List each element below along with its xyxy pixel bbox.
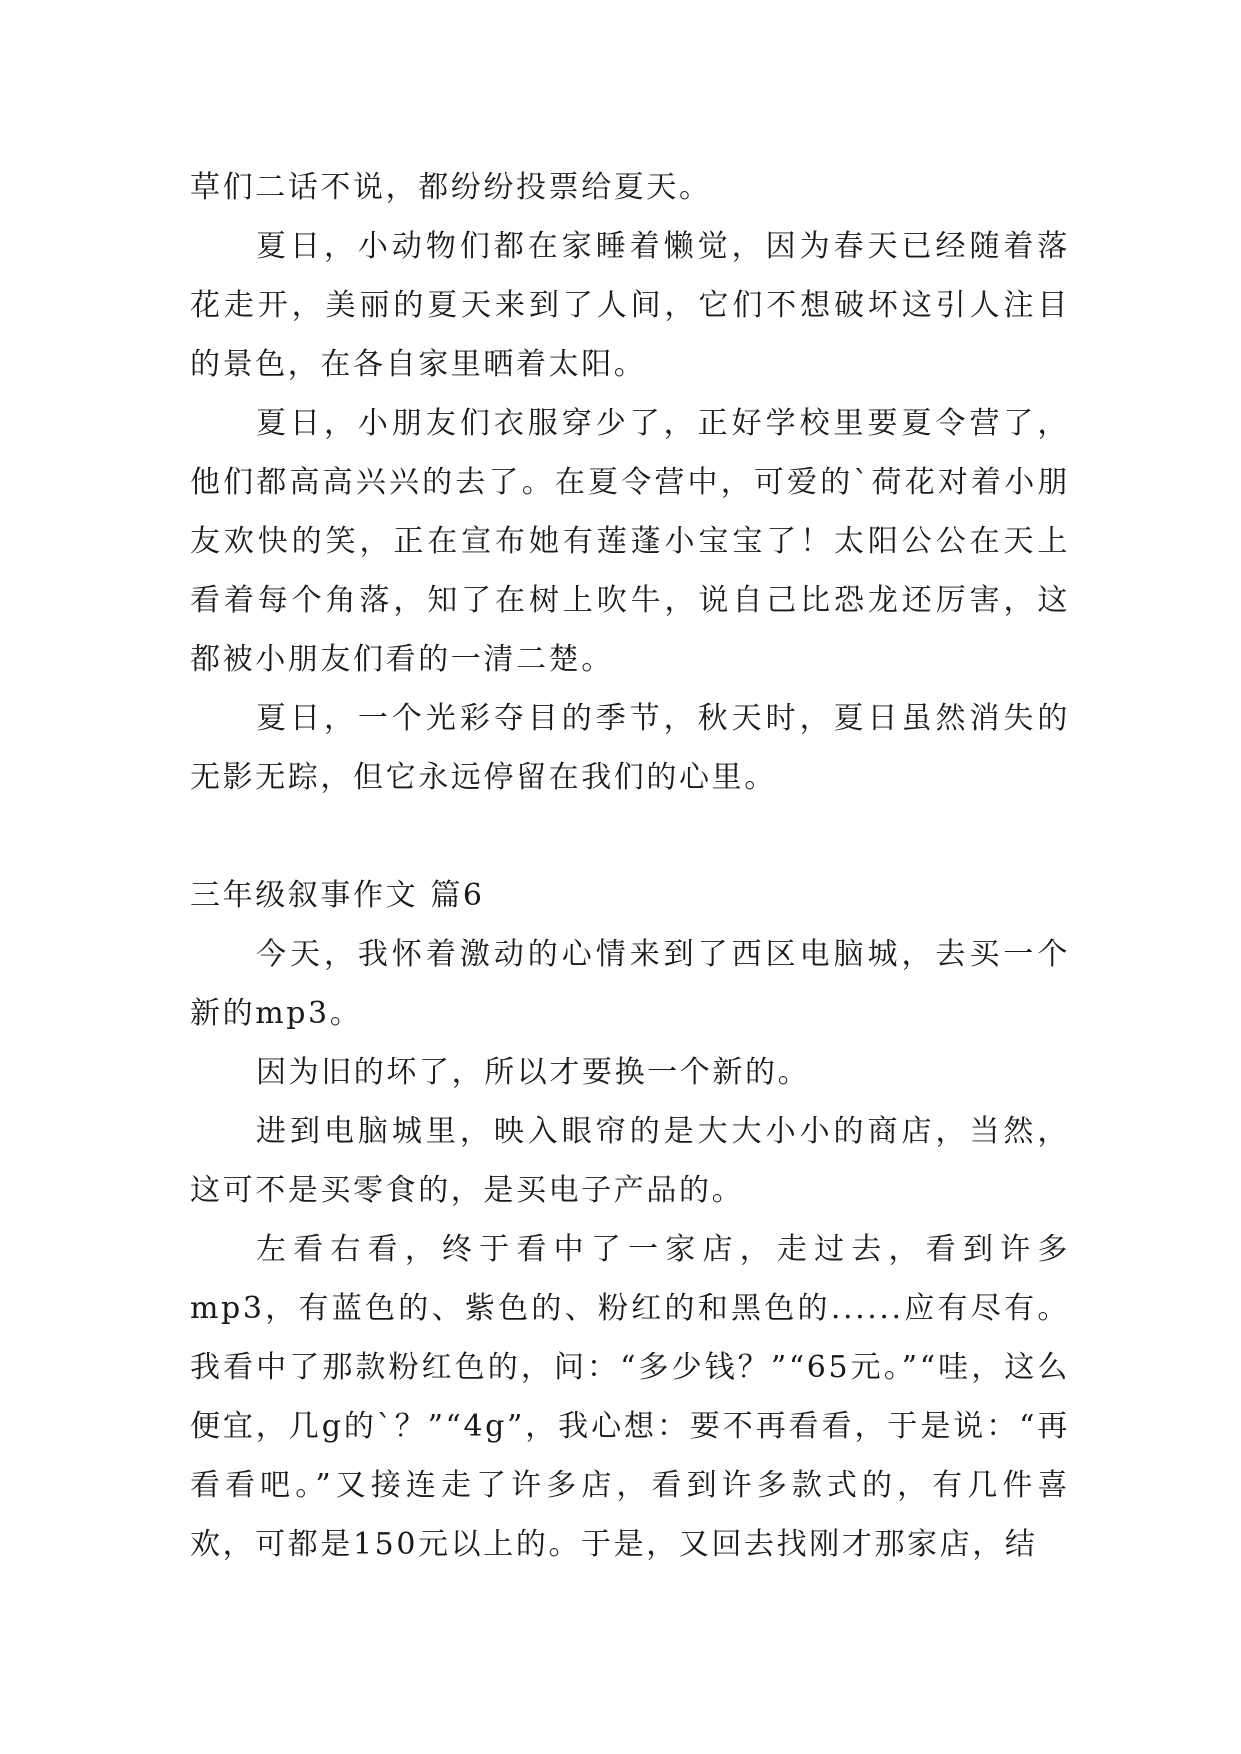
paragraph-continuation: 草们二话不说，都纷纷投票给夏天。 [190,170,712,205]
paragraph: 夏日，一个光彩夺目的季节，秋天时，夏日虽然消失的无影无踪，但它永远停留在我们的心里。 [190,701,1070,795]
paragraph: 夏日，小朋友们衣服穿少了，正好学校里要夏令营了，他们都高高兴兴的去了。在夏令营中，可爱的`荷花对着小朋友欢快的笑，正在宣布她有莲蓬小宝宝了！太阳公公在天上看着每个角落，知了在树上吹牛，说自己比恐龙还厉害，这都被小朋友们看的一清二楚。 [190,406,1070,677]
paragraph: 因为旧的坏了，所以才要换一个新的。 [256,1055,811,1090]
paragraph: 今天，我怀着激动的心情来到了西区电脑城，去买一个新的mp3。 [190,937,1070,1031]
paragraph: 进到电脑城里，映入眼帘的是大大小小的商店，当然，这可不是买零食的，是买电子产品的。 [190,1114,1070,1208]
document-body [190,158,1070,1574]
section-heading: 三年级叙事作文 篇6 [190,878,485,913]
paragraph: 左看右看，终于看中了一家店，走过去，看到许多mp3，有蓝色的、紫色的、粉红的和黑色的......应有尽有。我看中了那款粉红色的，问：“多少钱？”“65元。”“哇，这么便宜，几g的`？”“4g”，我心想：要不再看看，于是说：“再看看吧。”又接连走了许多店，看到许多款式的，有几件喜欢，可都是150元以上的。于是，又回去找刚才那家店，结 [190,1232,1070,1562]
paragraph: 夏日，小动物们都在家睡着懒觉，因为春天已经随着落花走开，美丽的夏天来到了人间，它们不想破坏这引人注目的景色，在各自家里晒着太阳。 [190,229,1070,382]
